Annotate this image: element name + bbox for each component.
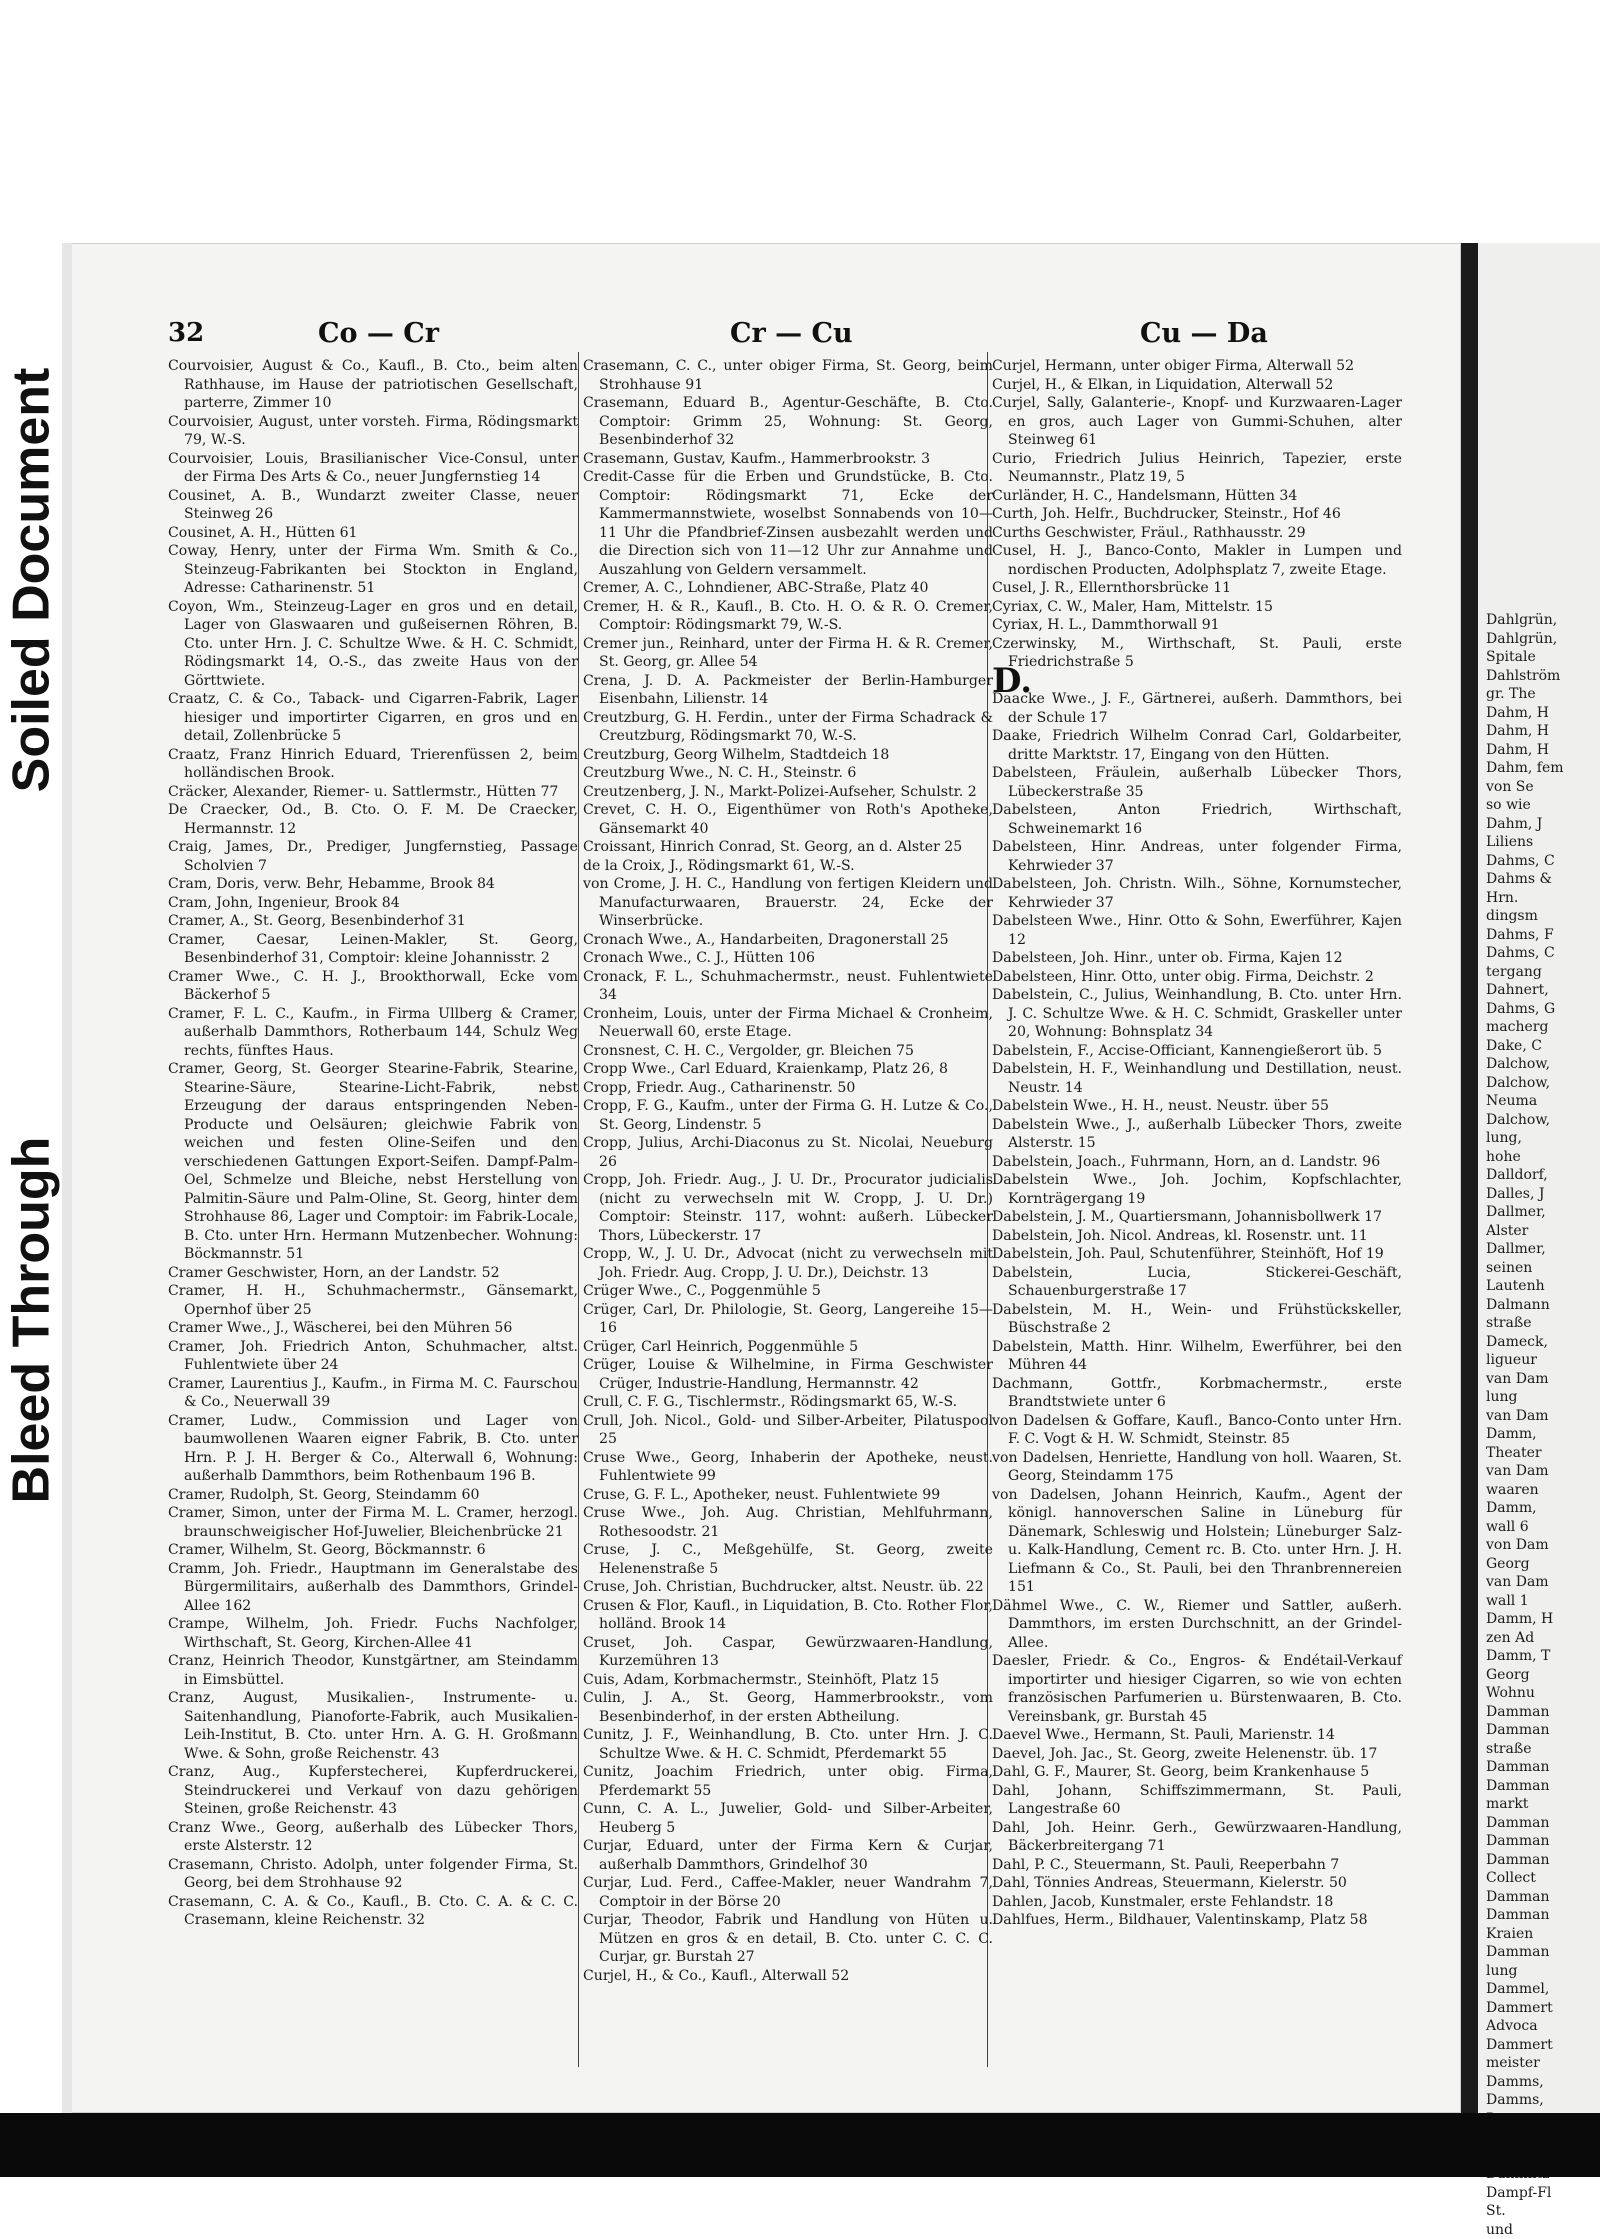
facing-page-line: Dampf-Fl <box>1486 2184 1598 2203</box>
directory-entry: Dabelsteen, Joh. Hinr., unter ob. Firma, Kajen 12 <box>992 949 1402 968</box>
directory-entry: Cramer, Caesar, Leinen-Makler, St. Georg, Besenbinderhof 31, Comptoir: kleine Johannisstr. 2 <box>168 931 578 968</box>
directory-entry: Cropp Wwe., Carl Eduard, Kraienkamp, Platz 26, 8 <box>583 1060 993 1079</box>
directory-entry: Dabelstein, Lucia, Stickerei-Geschäft, Schauenburgerstraße 17 <box>992 1264 1402 1301</box>
directory-entry: Cramer Wwe., C. H. J., Brookthorwall, Ecke vom Bäckerhof 5 <box>168 968 578 1005</box>
facing-page-line: Theater <box>1486 1444 1598 1463</box>
directory-entry: Courvoisier, August & Co., Kaufl., B. Cto., beim alten Rathhause, im Hause der patriotischen Gesellschaft, parterre, Zimmer 10 <box>168 357 578 413</box>
facing-page-line: Damman <box>1486 1703 1598 1722</box>
directory-entry: Cusel, H. J., Banco-Conto, Makler in Lumpen und nordischen Producten, Adolphsplatz 7, zweite Etage. <box>992 542 1402 579</box>
directory-entry: Daacke Wwe., J. F., Gärtnerei, außerh. Dammthors, bei der Schule 17 <box>992 690 1402 727</box>
directory-entry: Daevel, Joh. Jac., St. Georg, zweite Helenenstr. üb. 17 <box>992 1745 1402 1764</box>
directory-entry: Courvoisier, August, unter vorsteh. Firma, Rödingsmarkt 79, W.-S. <box>168 413 578 450</box>
directory-entry: Cropp, W., J. U. Dr., Advocat (nicht zu verwechseln mit Joh. Friedr. Aug. Cropp, J. U. Dr.), Deichstr. 13 <box>583 1245 993 1282</box>
directory-entry: Cram, John, Ingenieur, Brook 84 <box>168 894 578 913</box>
directory-entry: Daake, Friedrich Wilhelm Conrad Carl, Goldarbeiter, dritte Marktstr. 17, Eingang von den Hütten. <box>992 727 1402 764</box>
facing-page-line: Dahms, C <box>1486 944 1598 963</box>
directory-entry: Croissant, Hinrich Conrad, St. Georg, an d. Alster 25 <box>583 838 993 857</box>
facing-page-line: so wie <box>1486 796 1598 815</box>
directory-entry: Crull, Joh. Nicol., Gold- und Silber-Arbeiter, Pilatuspool 25 <box>583 1412 993 1449</box>
facing-page-line: Dahlström <box>1486 667 1598 686</box>
directory-entry: Cronheim, Louis, unter der Firma Michael & Cronheim, Neuerwall 60, erste Etage. <box>583 1005 993 1042</box>
directory-entry: Cräcker, Alexander, Riemer- u. Sattlermstr., Hütten 77 <box>168 783 578 802</box>
directory-entry: Dabelstein, Matth. Hinr. Wilhelm, Ewerführer, bei den Mühren 44 <box>992 1338 1402 1375</box>
directory-entry: Curjel, H., & Elkan, in Liquidation, Alterwall 52 <box>992 376 1402 395</box>
directory-entry: Creutzburg Wwe., N. C. H., Steinstr. 6 <box>583 764 993 783</box>
directory-entry: Cramer, Rudolph, St. Georg, Steindamm 60 <box>168 1486 578 1505</box>
directory-entry: Crull, C. F. G., Tischlermstr., Rödingsmarkt 65, W.-S. <box>583 1393 993 1412</box>
directory-entry: von Crome, J. H. C., Handlung von fertigen Kleidern und Manufacturwaaren, Brauerstr. 24, Ecke der Winserbrücke. <box>583 875 993 931</box>
facing-page-line: Damman <box>1486 1851 1598 1870</box>
facing-page-line: Dahlgrün, <box>1486 630 1598 649</box>
directory-entry: Cramer Wwe., J., Wäscherei, bei den Mühren 56 <box>168 1319 578 1338</box>
facing-page-line: zen Ad <box>1486 1629 1598 1648</box>
directory-entry: Cramer, H. H., Schuhmachermstr., Gänsemarkt, Opernhof über 25 <box>168 1282 578 1319</box>
facing-page-line: van Dam <box>1486 1370 1598 1389</box>
facing-page-line: Dalchow, <box>1486 1074 1598 1093</box>
facing-page-line: Damman <box>1486 1814 1598 1833</box>
page-number: 32 <box>168 318 204 348</box>
directory-entry: Dabelsteen Wwe., Hinr. Otto & Sohn, Ewerführer, Kajen 12 <box>992 912 1402 949</box>
facing-page-line: Kraien <box>1486 1925 1598 1944</box>
directory-entry: Crena, J. D. A. Packmeister der Berlin-Hamburger Eisenbahn, Lilienstr. 14 <box>583 672 993 709</box>
directory-entry: Cruset, Joh. Caspar, Gewürzwaaren-Handlung, Kurzemühren 13 <box>583 1634 993 1671</box>
column-header-3: Cu — Da <box>1140 318 1268 349</box>
directory-entry: Crasemann, Gustav, Kaufm., Hammerbrookstr. 3 <box>583 450 993 469</box>
directory-entry: Crasemann, C. C., unter obiger Firma, St. Georg, beim Strohhause 91 <box>583 357 993 394</box>
directory-entry: Dabelsteen, Fräulein, außerhalb Lübecker Thors, Lübeckerstraße 35 <box>992 764 1402 801</box>
directory-entry: Cranz, Aug., Kupferstecherei, Kupferdruckerei, Steindruckerei und Verkauf von dazu gehörigen Steinen, große Reichenstr. 43 <box>168 1763 578 1819</box>
directory-entry: Crüger, Carl, Dr. Philologie, St. Georg, Langereihe 15—16 <box>583 1301 993 1338</box>
directory-entry: Cruse, J. C., Meßgehülfe, St. Georg, zweite Helenenstraße 5 <box>583 1541 993 1578</box>
facing-page-line: St. <box>1486 2202 1598 2221</box>
facing-page-line: Damms, <box>1486 2073 1598 2092</box>
directory-entry: Cranz Wwe., Georg, außerhalb des Lübecker Thors, erste Alsterstr. 12 <box>168 1819 578 1856</box>
facing-page-line: straße <box>1486 1740 1598 1759</box>
directory-entry: Creutzburg, G. H. Ferdin., unter der Firma Schadrack & Creutzburg, Rödingsmarkt 70, W.-S. <box>583 709 993 746</box>
directory-entry: Dabelstein, M. H., Wein- und Frühstückskeller, Büschstraße 2 <box>992 1301 1402 1338</box>
directory-entry: Coway, Henry, unter der Firma Wm. Smith & Co., Steinzeug-Fabrikanten bei Stockton in England, Adresse: Catharinenstr. 51 <box>168 542 578 598</box>
directory-entry: Crüger Wwe., C., Poggenmühle 5 <box>583 1282 993 1301</box>
directory-entry: Crüger, Louise & Wilhelmine, in Firma Geschwister Crüger, Industrie-Handlung, Hermannstr. 42 <box>583 1356 993 1393</box>
directory-entry: Craatz, C. & Co., Taback- und Cigarren-Fabrik, Lager hiesiger und importirter Cigarren, en gros und en detail, Zollenbrücke 5 <box>168 690 578 746</box>
directory-entry: Curths Geschwister, Fräul., Rathhausstr. 29 <box>992 524 1402 543</box>
directory-entry: Curjel, Sally, Galanterie-, Knopf- und Kurzwaaren-Lager en gros, auch Lager von Gummi-Schuhen, alter Steinweg 61 <box>992 394 1402 450</box>
facing-page-line: waaren <box>1486 1481 1598 1500</box>
facing-page-line: Wohnu <box>1486 1684 1598 1703</box>
facing-page-line: Dalchow, <box>1486 1111 1598 1130</box>
facing-page-line: Dahm, H <box>1486 741 1598 760</box>
facing-page-line: tergang <box>1486 963 1598 982</box>
facing-page-line: und <box>1486 2221 1598 2239</box>
directory-entry: Curjar, Theodor, Fabrik und Handlung von Hüten u. Mützen en gros & en detail, B. Cto. unter C. C. C. Curjar, gr. Burstah 27 <box>583 1911 993 1967</box>
directory-entry: Curländer, H. C., Handelsmann, Hütten 34 <box>992 487 1402 506</box>
column-rule <box>578 352 579 2067</box>
facing-page-line: hohe <box>1486 1148 1598 1167</box>
facing-page-line: Dammert <box>1486 2036 1598 2055</box>
directory-entry: Dabelsteen, Hinr. Otto, unter obig. Firma, Deichstr. 2 <box>992 968 1402 987</box>
directory-entry: Dabelstein, Joach., Fuhrmann, Horn, an d. Landstr. 96 <box>992 1153 1402 1172</box>
directory-entry: Cramer, Joh. Friedrich Anton, Schuhmacher, altst. Fuhlentwiete über 24 <box>168 1338 578 1375</box>
directory-entry: Cramer, Simon, unter der Firma M. L. Cramer, herzogl. braunschweigischer Hof-Juwelier, Bleichenbrücke 21 <box>168 1504 578 1541</box>
facing-page-line: Dameck, <box>1486 1333 1598 1352</box>
facing-page-line: lung <box>1486 1962 1598 1981</box>
directory-entry: von Dadelsen, Johann Heinrich, Kaufm., Agent der königl. hannoverschen Saline in Lüneburg für Dänemark, Schleswig und Holstein; Lüneburger Salz- u. Kalk-Handlung, Cement rc. B. Cto. unter Hrn. J. H. Liefmann & Co., St. Pauli, bei den Thranbrennereien 151 <box>992 1486 1402 1597</box>
directory-entry: Creutzburg, Georg Wilhelm, Stadtdeich 18 <box>583 746 993 765</box>
section-letter-heading: D. <box>992 672 1402 691</box>
directory-entry: Dabelstein Wwe., J., außerhalb Lübecker Thors, zweite Alsterstr. 15 <box>992 1116 1402 1153</box>
directory-entry: Dabelstein, C., Julius, Weinhandlung, B. Cto. unter Hrn. J. C. Schultze Wwe. & H. C. Schmidt, Graskeller unter 20, Wohnung: Bohnsplatz 34 <box>992 986 1402 1042</box>
facing-page-line: Hrn. <box>1486 889 1598 908</box>
directory-entry: Cramer, Wilhelm, St. Georg, Böckmannstr. 6 <box>168 1541 578 1560</box>
directory-entry: Cramer, Georg, St. Georger Stearine-Fabrik, Stearine, Stearine-Säure, Stearine-Licht-Fabrik, nebst Erzeugung der daraus entspringenden Neben-Producte und Oelsäuren; gleichwie Fabrik von weichen und festen Oline-Seifen und den verschiedenen Gattungen Export-Seifen. Dampf-Palm-Oel, Schmelze und Bleiche, nebst Herstellung von Palmitin-Säure und Palm-Oline, St. Georg, hinter dem Strohhause 86, Lager und Comptoir: im Fabrik-Locale, B. Cto. unter Hrn. Hermann Mutzenbecher. Wohnung: Böckmannstr. 51 <box>168 1060 578 1264</box>
directory-entry: Curjel, H., & Co., Kaufl., Alterwall 52 <box>583 1967 993 1986</box>
facing-page-line: Dalles, J <box>1486 1185 1598 1204</box>
directory-entry: Cunitz, Joachim Friedrich, unter obig. Firma, Pferdemarkt 55 <box>583 1763 993 1800</box>
directory-entry: von Dadelsen & Goffare, Kaufl., Banco-Conto unter Hrn. F. C. Vogt & H. W. Schmidt, Steinstr. 85 <box>992 1412 1402 1449</box>
facing-page-line: meister <box>1486 2054 1598 2073</box>
directory-entry: Cropp, F. G., Kaufm., unter der Firma G. H. Lutze & Co., St. Georg, Lindenstr. 5 <box>583 1097 993 1134</box>
book-gutter <box>1461 243 1478 2113</box>
directory-entry: Dabelsteen, Hinr. Andreas, unter folgender Firma, Kehrwieder 37 <box>992 838 1402 875</box>
directory-entry: Cramer, A., St. Georg, Besenbinderhof 31 <box>168 912 578 931</box>
directory-entry: Cramer, Laurentius J., Kaufm., in Firma M. C. Faurschou & Co., Neuerwall 39 <box>168 1375 578 1412</box>
facing-page-line: Damman <box>1486 1777 1598 1796</box>
directory-entry: Cranz, August, Musikalien-, Instrumente- u. Saitenhandlung, Pianoforte-Fabrik, auch Musikalien-Leih-Institut, B. Cto. unter Hrn. A. G. H. Großmann Wwe. & Sohn, große Reichenstr. 43 <box>168 1689 578 1763</box>
directory-entry: Cuis, Adam, Korbmachermstr., Steinhöft, Platz 15 <box>583 1671 993 1690</box>
facing-page-line: Damman <box>1486 1943 1598 1962</box>
facing-page-line: wall 6 <box>1486 1518 1598 1537</box>
directory-entry: Cramer Geschwister, Horn, an der Landstr. 52 <box>168 1264 578 1283</box>
facing-page-line: Damman <box>1486 1832 1598 1851</box>
facing-page-line: straße <box>1486 1314 1598 1333</box>
directory-column-3 <box>992 357 1402 1930</box>
directory-entry: Cramm, Joh. Friedr., Hauptmann im Generalstabe des Bürgermilitairs, außerhalb des Dammthors, Grindel-Allee 162 <box>168 1560 578 1616</box>
facing-page-line: von Dam <box>1486 1536 1598 1555</box>
directory-entry: Dabelsteen, Anton Friedrich, Wirthschaft, Schweinemarkt 16 <box>992 801 1402 838</box>
directory-entry: Cremer jun., Reinhard, unter der Firma H. & R. Cremer, St. Georg, gr. Allee 54 <box>583 635 993 672</box>
directory-entry: Courvoisier, Louis, Brasilianischer Vice-Consul, unter der Firma Des Arts & Co., neuer Jungfernstieg 14 <box>168 450 578 487</box>
directory-entry: Cronach Wwe., C. J., Hütten 106 <box>583 949 993 968</box>
directory-entry: Cusel, J. R., Ellernthorsbrücke 11 <box>992 579 1402 598</box>
directory-entry: Dabelstein, H. F., Weinhandlung und Destillation, neust. Neustr. 14 <box>992 1060 1402 1097</box>
directory-column-2 <box>583 357 993 1985</box>
directory-entry: Coyon, Wm., Steinzeug-Lager en gros und en detail, Lager von Glaswaaren und gußeisernen Röhren, B. Cto. unter Hrn. J. C. Schultze Wwe. & H. C. Schmidt, Rödingsmarkt 14, O.-S., das zweite Haus von der Görttwiete. <box>168 598 578 691</box>
directory-entry: Dabelstein Wwe., H. H., neust. Neustr. über 55 <box>992 1097 1402 1116</box>
directory-entry: Cropp, Friedr. Aug., Catharinenstr. 50 <box>583 1079 993 1098</box>
facing-page-line: Georg <box>1486 1666 1598 1685</box>
facing-page-line: markt <box>1486 1795 1598 1814</box>
facing-page-line: Advoca <box>1486 2017 1598 2036</box>
page-edge <box>62 243 72 2113</box>
facing-page-line: Damman <box>1486 1906 1598 1925</box>
directory-entry: Curjar, Lud. Ferd., Caffee-Makler, neuer Wandrahm 7, Comptoir in der Börse 20 <box>583 1874 993 1911</box>
directory-entry: Culin, J. A., St. Georg, Hammerbrookstr., vom Besenbinderhof, in der ersten Abtheilung. <box>583 1689 993 1726</box>
directory-entry: Crasemann, Christo. Adolph, unter folgender Firma, St. Georg, bei dem Strohhause 92 <box>168 1856 578 1893</box>
directory-entry: Craig, James, Dr., Prediger, Jungfernstieg, Passage Scholvien 7 <box>168 838 578 875</box>
directory-entry: Cruse Wwe., Joh. Aug. Christian, Mehlfuhrmann, Rothesoodstr. 21 <box>583 1504 993 1541</box>
directory-entry: Curio, Friedrich Julius Heinrich, Tapezier, erste Neumannstr., Platz 19, 5 <box>992 450 1402 487</box>
directory-entry: Cruse, Joh. Christian, Buchdrucker, altst. Neustr. üb. 22 <box>583 1578 993 1597</box>
directory-entry: Crasemann, C. A. & Co., Kaufl., B. Cto. C. A. & C. C. Crasemann, kleine Reichenstr. 32 <box>168 1893 578 1930</box>
bleed-through-label: Bleed Through <box>0 1040 62 1600</box>
directory-entry: Cram, Doris, verw. Behr, Hebamme, Brook 84 <box>168 875 578 894</box>
facing-page-line: Dahms, G <box>1486 1000 1598 1019</box>
facing-page-line: Damman <box>1486 1758 1598 1777</box>
directory-entry: Cunitz, J. F., Weinhandlung, B. Cto. unter Hrn. J. C. Schultze Wwe. & H. C. Schmidt, Pferdemarkt 55 <box>583 1726 993 1763</box>
directory-entry: Creutzenberg, J. N., Markt-Polizei-Aufseher, Schulstr. 2 <box>583 783 993 802</box>
directory-entry: Crampe, Wilhelm, Joh. Friedr. Fuchs Nachfolger, Wirthschaft, St. Georg, Kirchen-Allee 41 <box>168 1615 578 1652</box>
facing-page-line: van Dam <box>1486 1407 1598 1426</box>
directory-entry: Dabelstein Wwe., Joh. Jochim, Kopfschlachter, Kornträgergang 19 <box>992 1171 1402 1208</box>
directory-entry: Cramer, F. L. C., Kaufm., in Firma Ullberg & Cramer, außerhalb Dammthors, Rotherbaum 144, Schulz Weg rechts, fünftes Haus. <box>168 1005 578 1061</box>
directory-entry: Dähmel Wwe., C. W., Riemer und Sattler, außerh. Dammthors, im ersten Durchschnitt, an der Grindel-Allee. <box>992 1597 1402 1653</box>
directory-entry: Crüger, Carl Heinrich, Poggenmühle 5 <box>583 1338 993 1357</box>
directory-entry: Cronsnest, C. H. C., Vergolder, gr. Bleichen 75 <box>583 1042 993 1061</box>
facing-page-line: gr. The <box>1486 685 1598 704</box>
facing-page-line: Damm, <box>1486 1499 1598 1518</box>
directory-entry: Czerwinsky, M., Wirthschaft, St. Pauli, erste Friedrichstraße 5 <box>992 635 1402 672</box>
facing-page-line: macherg <box>1486 1018 1598 1037</box>
facing-page-line: Damm, H <box>1486 1610 1598 1629</box>
facing-page-line: van Dam <box>1486 1462 1598 1481</box>
directory-entry: Cruse Wwe., Georg, Inhaberin der Apotheke, neust. Fuhlentwiete 99 <box>583 1449 993 1486</box>
directory-entry: Curjel, Hermann, unter obiger Firma, Alterwall 52 <box>992 357 1402 376</box>
facing-page-line: Dallmer, <box>1486 1203 1598 1222</box>
facing-page-line: Dahlgrün, <box>1486 611 1598 630</box>
facing-page-line: Damman <box>1486 1888 1598 1907</box>
directory-entry: Dachmann, Gottfr., Korbmachermstr., erste Brandtstwiete unter 6 <box>992 1375 1402 1412</box>
directory-entry: Crusen & Flor, Kaufl., in Liquidation, B. Cto. Rother Flor, holländ. Brook 14 <box>583 1597 993 1634</box>
directory-entry: Cousinet, A. H., Hütten 61 <box>168 524 578 543</box>
facing-page-line: Dahm, J <box>1486 815 1598 834</box>
directory-entry: Dabelsteen, Joh. Christn. Wilh., Söhne, Kornumstecher, Kehrwieder 37 <box>992 875 1402 912</box>
facing-page-line: Dahms & <box>1486 870 1598 889</box>
directory-entry: Crasemann, Eduard B., Agentur-Geschäfte, B. Cto. Comptoir: Grimm 25, Wohnung: St. Georg, Besenbinderhof 32 <box>583 394 993 450</box>
facing-page-line: Spitale <box>1486 648 1598 667</box>
directory-entry: Dabelstein, Joh. Nicol. Andreas, kl. Rosenstr. unt. 11 <box>992 1227 1402 1246</box>
facing-page-line: lung <box>1486 1388 1598 1407</box>
directory-entry: Credit-Casse für die Erben und Grundstücke, B. Cto. Comptoir: Rödingsmarkt 71, Ecke der Kammermannstwiete, woselbst Sonnabends von 10—11 Uhr die Pfandbrief-Zinsen ausbezahlt werden und die Direction sich von 11—12 Uhr zur Annahme und Auszahlung von Geldern versammelt. <box>583 468 993 579</box>
facing-page-line: Dahm, fem <box>1486 759 1598 778</box>
directory-entry: Crevet, C. H. O., Eigenthümer von Roth's Apotheke, Gänsemarkt 40 <box>583 801 993 838</box>
directory-entry: Cronack, F. L., Schuhmachermstr., neust. Fuhlentwiete 34 <box>583 968 993 1005</box>
facing-page-line: van Dam <box>1486 1573 1598 1592</box>
directory-entry: Daevel Wwe., Hermann, St. Pauli, Marienstr. 14 <box>992 1726 1402 1745</box>
facing-page-line: wall 1 <box>1486 1592 1598 1611</box>
facing-page-line: Neuma <box>1486 1092 1598 1111</box>
facing-page <box>1478 243 1600 2113</box>
directory-entry: Curjar, Eduard, unter der Firma Kern & Curjar, außerhalb Dammthors, Grindelhof 30 <box>583 1837 993 1874</box>
facing-page-line: Dahms, C <box>1486 852 1598 871</box>
directory-entry: Dahl, Joh. Heinr. Gerh., Gewürzwaaren-Handlung, Bäckerbreitergang 71 <box>992 1819 1402 1856</box>
scan-bottom-border <box>0 2113 1600 2177</box>
directory-entry: Cyriax, C. W., Maler, Ham, Mittelstr. 15 <box>992 598 1402 617</box>
facing-page-line: von Se <box>1486 778 1598 797</box>
soiled-document-label: Soiled Document <box>0 300 62 860</box>
directory-entry: Cronach Wwe., A., Handarbeiten, Dragonerstall 25 <box>583 931 993 950</box>
directory-entry: Dahl, G. F., Maurer, St. Georg, beim Krankenhause 5 <box>992 1763 1402 1782</box>
directory-entry: Dahl, Tönnies Andreas, Steuermann, Kielerstr. 50 <box>992 1874 1402 1893</box>
facing-page-line: Dallmer, <box>1486 1240 1598 1259</box>
facing-page-line: Damm, T <box>1486 1647 1598 1666</box>
facing-page-line: dingsm <box>1486 907 1598 926</box>
directory-entry: Craatz, Franz Hinrich Eduard, Trierenfüssen 2, beim holländischen Brook. <box>168 746 578 783</box>
directory-entry: Cremer, A. C., Lohndiener, ABC-Straße, Platz 40 <box>583 579 993 598</box>
facing-page-text <box>1486 611 1598 2239</box>
directory-entry: Cruse, G. F. L., Apotheker, neust. Fuhlentwiete 99 <box>583 1486 993 1505</box>
facing-page-line: Dammel, <box>1486 1980 1598 1999</box>
directory-entry: Dabelstein, Joh. Paul, Schutenführer, Steinhöft, Hof 19 <box>992 1245 1402 1264</box>
directory-entry: von Dadelsen, Henriette, Handlung von holl. Waaren, St. Georg, Steindamm 175 <box>992 1449 1402 1486</box>
facing-page-line: Dahm, H <box>1486 704 1598 723</box>
facing-page-line: Damms, <box>1486 2091 1598 2110</box>
facing-page-line: Collect <box>1486 1869 1598 1888</box>
directory-entry: Cropp, Joh. Friedr. Aug., J. U. Dr., Procurator judicialis (nicht zu verwechseln mit W. Cropp, J. U. Dr.) Comptoir: Steinstr. 117, wohnt: außerh. Lübecker Thors, Lübeckerstr. 17 <box>583 1171 993 1245</box>
directory-entry: Cyriax, H. L., Dammthorwall 91 <box>992 616 1402 635</box>
facing-page-line: Dalchow, <box>1486 1055 1598 1074</box>
directory-entry: Dahl, P. C., Steuermann, St. Pauli, Reeperbahn 7 <box>992 1856 1402 1875</box>
directory-entry: Dahlen, Jacob, Kunstmaler, erste Fehlandstr. 18 <box>992 1893 1402 1912</box>
directory-entry: Cunn, C. A. L., Juwelier, Gold- und Silber-Arbeiter, Heuberg 5 <box>583 1800 993 1837</box>
facing-page-line: Liliens <box>1486 833 1598 852</box>
directory-entry: De Craecker, Od., B. Cto. O. F. M. De Craecker, Hermannstr. 12 <box>168 801 578 838</box>
directory-entry: Daesler, Friedr. & Co., Engros- & Endétail-Verkauf importirter und hiesiger Cigarren, so wie von echten französischen Parfumerien u. Bürstenwaaren, B. Cto. Vereinsbank, gr. Burstah 45 <box>992 1652 1402 1726</box>
directory-column-1 <box>168 357 578 1930</box>
facing-page-line: ligueur <box>1486 1351 1598 1370</box>
directory-entry: Curth, Joh. Helfr., Buchdrucker, Steinstr., Hof 46 <box>992 505 1402 524</box>
facing-page-line: Alster <box>1486 1222 1598 1241</box>
directory-entry: Cremer, H. & R., Kaufl., B. Cto. H. O. & R. O. Cremer, Comptoir: Rödingsmarkt 79, W.-S. <box>583 598 993 635</box>
facing-page-line: Damman <box>1486 1721 1598 1740</box>
directory-entry: Cranz, Heinrich Theodor, Kunstgärtner, am Steindamm in Eimsbüttel. <box>168 1652 578 1689</box>
facing-page-line: Dahm, H <box>1486 722 1598 741</box>
facing-page-line: Georg <box>1486 1555 1598 1574</box>
directory-entry: Dabelstein, J. M., Quartiersmann, Johannisbollwerk 17 <box>992 1208 1402 1227</box>
facing-page-line: Dahms, F <box>1486 926 1598 945</box>
facing-page-line: Lautenh <box>1486 1277 1598 1296</box>
directory-entry: Cropp, Julius, Archi-Diaconus zu St. Nicolai, Neueburg 26 <box>583 1134 993 1171</box>
facing-page-line: seinen <box>1486 1259 1598 1278</box>
directory-entry: Cousinet, A. B., Wundarzt zweiter Classe, neuer Steinweg 26 <box>168 487 578 524</box>
directory-entry: Dahlfues, Herm., Bildhauer, Valentinskamp, Platz 58 <box>992 1911 1402 1930</box>
facing-page-line: lung, <box>1486 1129 1598 1148</box>
directory-entry: Dahl, Johann, Schiffszimmermann, St. Pauli, Langestraße 60 <box>992 1782 1402 1819</box>
column-header-1: Co — Cr <box>318 318 439 349</box>
facing-page-line: Dalldorf, <box>1486 1166 1598 1185</box>
facing-page-line: Dalmann <box>1486 1296 1598 1315</box>
directory-entry: de la Croix, J., Rödingsmarkt 61, W.-S. <box>583 857 993 876</box>
facing-page-line: Dake, C <box>1486 1037 1598 1056</box>
directory-entry: Dabelstein, F., Accise-Officiant, Kannengießerort üb. 5 <box>992 1042 1402 1061</box>
column-header-2: Cr — Cu <box>730 318 853 349</box>
facing-page-line: Dammert <box>1486 1999 1598 2018</box>
directory-entry: Cramer, Ludw., Commission und Lager von baumwollenen Waaren eigner Fabrik, B. Cto. unter Hrn. P. J. H. Berger & Co., Alterwall 6, Wohnung: außerhalb Dammthors, beim Rothenbaum 196 B. <box>168 1412 578 1486</box>
facing-page-line: Damm, <box>1486 1425 1598 1444</box>
facing-page-line: Dahnert, <box>1486 981 1598 1000</box>
